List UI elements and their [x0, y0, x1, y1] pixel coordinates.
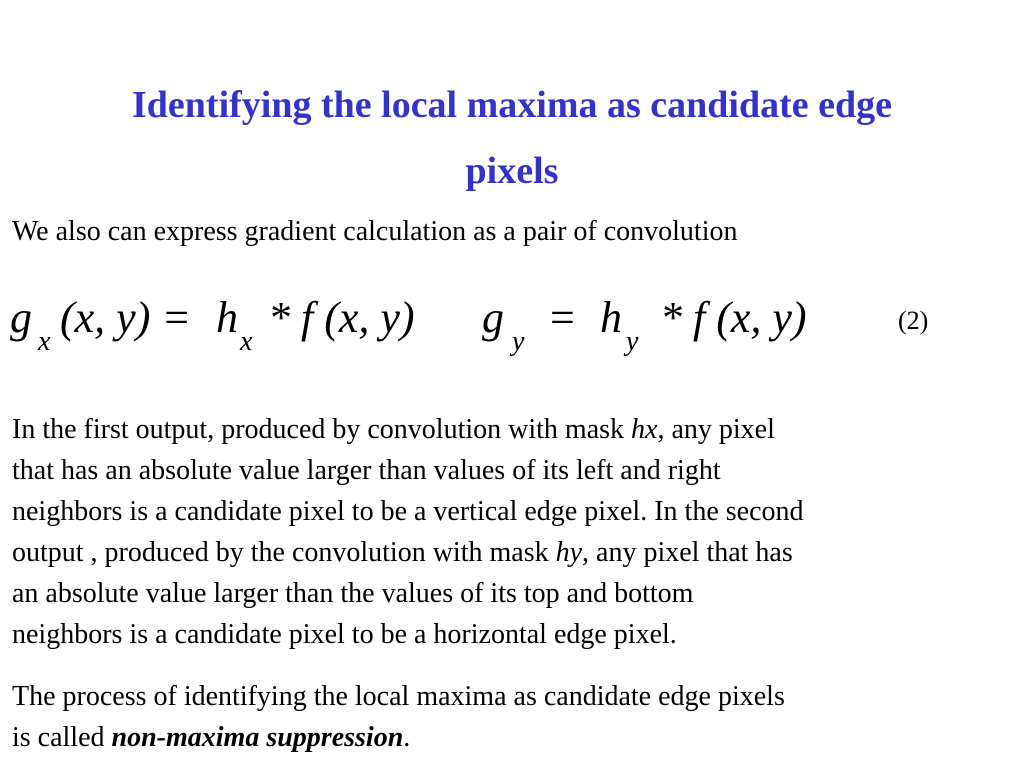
gx-symbol: g [10, 293, 32, 342]
mask-hx: hx [631, 414, 658, 445]
definition-paragraph [12, 676, 1002, 758]
paragraph-line: that has an absolute value larger than values of its left and right [12, 455, 721, 486]
slide-title [0, 72, 1024, 204]
gx-arguments: (x, y) = [60, 293, 192, 342]
paragraph-line: is called non-maxima suppression. [12, 722, 411, 753]
hy-subscript: y [626, 326, 639, 357]
equals-sign: = [550, 293, 575, 342]
convolution-fy: * f (x, y) [660, 293, 807, 342]
term-non-maxima-suppression: non-maxima suppression [111, 722, 404, 753]
hy-symbol: h [600, 293, 622, 342]
hx-subscript: x [240, 326, 253, 357]
gy-subscript: y [512, 326, 525, 357]
paragraph-line: neighbors is a candidate pixel to be a vertical edge pixel. In the second [12, 496, 804, 527]
paragraph-line: In the first output, produced by convolution with mask hx, any pixel [12, 414, 775, 445]
paragraph-line: an absolute value larger than the values of its top and bottom [12, 578, 694, 609]
mask-hy: hy [555, 537, 583, 568]
slide-title-line-1: Identifying the local maxima as candidate edge [132, 84, 892, 126]
paragraph-line: neighbors is a candidate pixel to be a horizontal edge pixel. [12, 619, 677, 650]
paragraph-line: The process of identifying the local maxima as candidate edge pixels [12, 681, 785, 712]
convolution-fx: * f (x, y) [268, 293, 415, 342]
hx-symbol: h [216, 293, 238, 342]
explanation-paragraph [12, 409, 1002, 655]
gx-subscript: x [38, 326, 51, 357]
gradient-equation [10, 288, 970, 360]
paragraph-line: output , produced by the convolution with mask hy, any pixel that has [12, 537, 793, 568]
gy-symbol: g [482, 293, 504, 342]
intro-text: We also can express gradient calculation as a pair of convolution [12, 216, 738, 247]
slide-title-line-2: pixels [465, 150, 559, 192]
equation-number: (2) [898, 306, 929, 335]
